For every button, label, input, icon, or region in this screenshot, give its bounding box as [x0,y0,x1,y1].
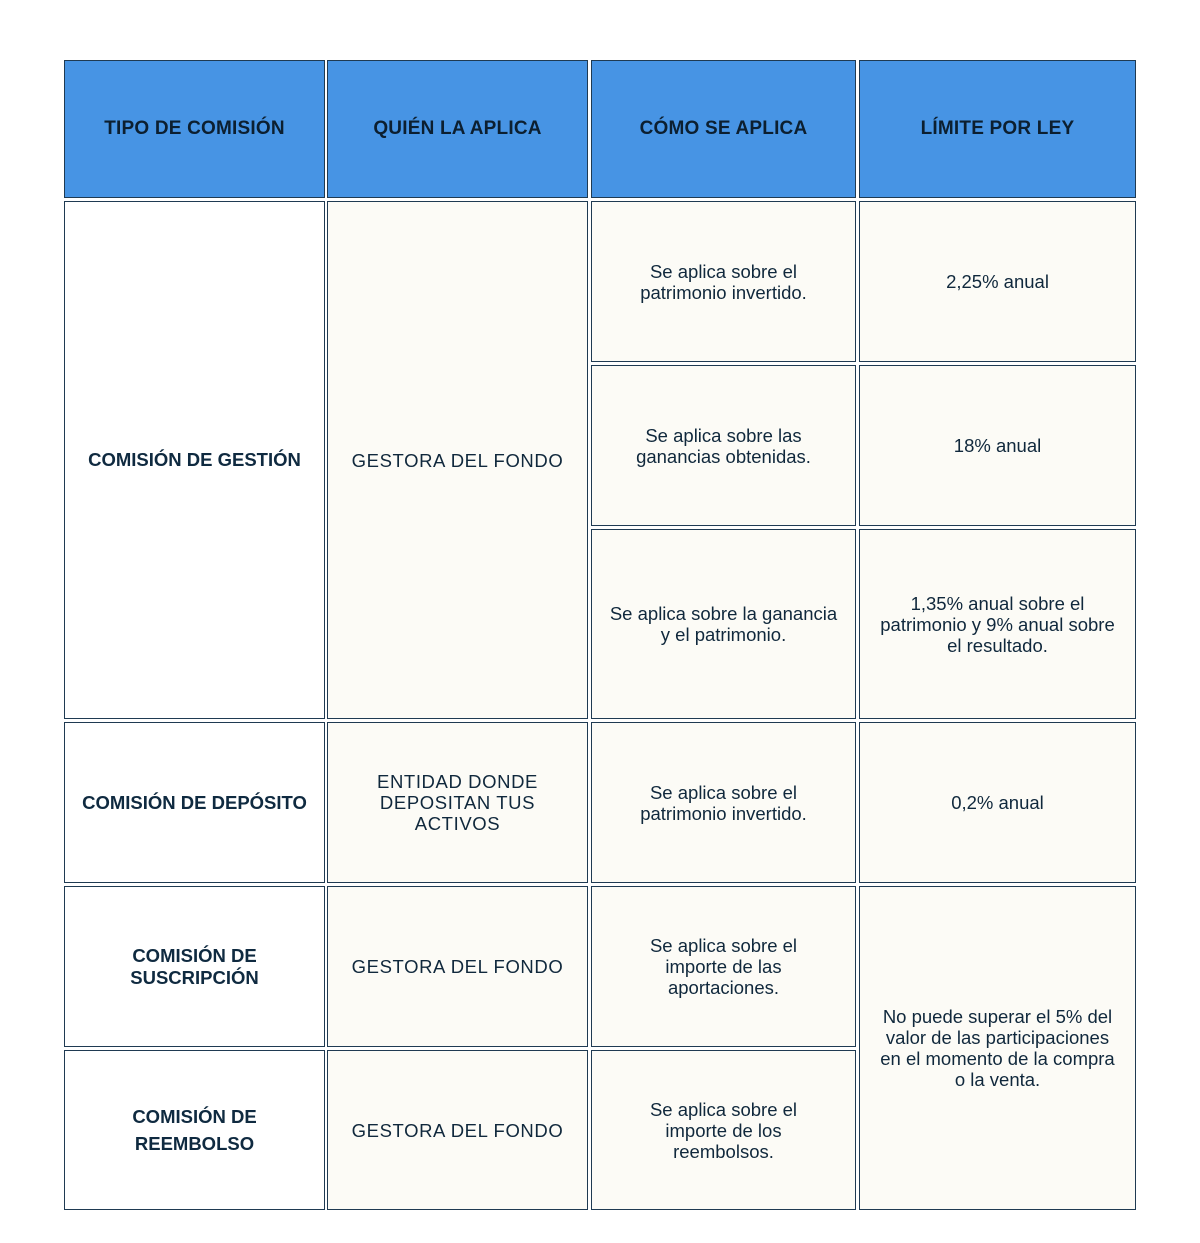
gestion-limite-3: 1,35% anual sobre el patrimonio y 9% anual sobre el resultado. [859,529,1136,719]
reembolso-como: Se aplica sobre el importe de los reembolsos. [591,1050,856,1210]
header-limite: LÍMITE POR LEY [859,60,1136,198]
reembolso-tipo: COMISIÓN DE REEMBOLSO [64,1050,325,1210]
header-quien: QUIÉN LA APLICA [327,60,588,198]
gestion-como-2: Se aplica sobre las ganancias obtenidas. [591,365,856,526]
header-tipo: TIPO DE COMISIÓN [64,60,325,198]
gestion-como-3: Se aplica sobre la ganancia y el patrimonio. [591,529,856,719]
gestion-limite-1: 2,25% anual [859,201,1136,362]
deposito-tipo: COMISIÓN DE DEPÓSITO [64,722,325,883]
suscripcion-como: Se aplica sobre el importe de las aportaciones. [591,886,856,1047]
deposito-como: Se aplica sobre el patrimonio invertido. [591,722,856,883]
suscripcion-quien: GESTORA DEL FONDO [327,886,588,1047]
gestion-quien: GESTORA DEL FONDO [327,201,588,719]
suscripcion-reembolso-limite: No puede superar el 5% del valor de las participaciones en el momento de la compra o la venta. [859,886,1136,1210]
gestion-como-1: Se aplica sobre el patrimonio invertido. [591,201,856,362]
reembolso-quien: GESTORA DEL FONDO [327,1050,588,1210]
gestion-tipo: COMISIÓN DE GESTIÓN [64,201,325,719]
deposito-quien: ENTIDAD DONDE DEPOSITAN TUS ACTIVOS [327,722,588,883]
deposito-limite: 0,2% anual [859,722,1136,883]
suscripcion-tipo: COMISIÓN DE SUSCRIPCIÓN [64,886,325,1047]
header-como: CÓMO SE APLICA [591,60,856,198]
gestion-limite-2: 18% anual [859,365,1136,526]
